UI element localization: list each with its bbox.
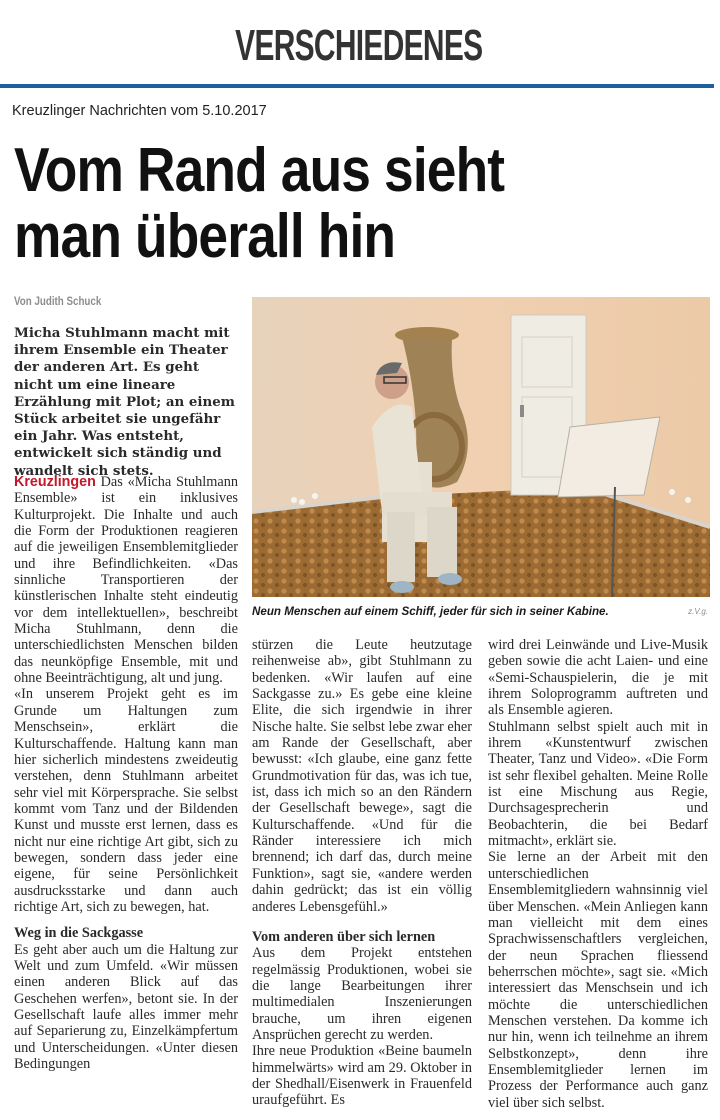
- subheading: Weg in die Sackgasse: [14, 925, 144, 942]
- body-paragraph: «In unserem Projekt geht es im Grunde um Haltungen zum Menschsein», erklärt die Kulturschaffende. Haltung kann man hier sicherlich mindestens zweideutig verstehen, denn Stuhlmann arbeitet sehr viel mit Körpersprache. Sie selbst kommt vom Tanz und der Bildenden Kunst und musste erst lernen, dass es nicht nur eine richtige Art gibt, sich zu bewegen, sondern dass jeder eine eigene, für seine Persönlichkeit ausdrucksstarke und dann auch richtige Art, sich zu bewegen, hat.: [14, 686, 238, 915]
- section-divider: [0, 84, 714, 88]
- lead-paragraph: Micha Stuhlmann macht mit ihrem Ensemble ein Theater der anderen Art. Es geht nicht um eine lineare Erzählung mit Plot; an einem Stück arbeitet sie ungefähr ein Jahr. Was entsteht, entwickelt sich ständig und wandelt sich stets.: [14, 325, 235, 479]
- body-paragraph: wird drei Leinwände und Live-Musik geben sowie die acht Laien- und eine «Semi-Schauspielerin, die je mit ihrem Soloprogramm auftreten und als Ensemble agieren.: [488, 637, 708, 719]
- body-paragraph: Aus dem Projekt entstehen regelmässig Produktionen, wobei sie die lange Bearbeitungen ihrer multimedialen Inszenierungen brauche, um ihren eigenen Ansprüchen gerecht zu werden.: [252, 945, 472, 1043]
- headline: [14, 138, 714, 270]
- body-paragraph: [14, 474, 238, 686]
- photo-credit: z.V.g.: [688, 607, 708, 616]
- headline-line-1: Vom Rand aus sieht: [14, 136, 505, 205]
- photo-caption: [252, 605, 710, 618]
- subheading: Vom anderen über sich lernen: [252, 928, 436, 945]
- body-paragraph: Es geht aber auch um die Haltung zur Welt und zum Umfeld. «Wir müssen einen anderen Blick auf das Geschehen werfen», betont sie. In der Gesellschaft laufe alles immer mehr auf Separierung zu, Einzelkämpfertum und Unterscheidungen. «Unter diesen Bedingungen: [14, 941, 238, 1073]
- body-paragraph: Stuhlmann selbst spielt auch mit in ihrem «Kunstentwurf zwischen Theater, Tanz und Video». «Die Form ist sehr flexibel gehalten. Meine Rolle ist eine Mischung aus Regie, Durchsagesprecherin und Beobachterin, die bei Bedarf mitmacht», erklärt sie.: [488, 718, 708, 850]
- body-column-3: [488, 637, 708, 1111]
- section-title: [0, 22, 720, 70]
- headline-line-2: man überall hin: [14, 202, 396, 271]
- byline: Von Judith Schuck: [14, 296, 102, 308]
- publication-source: Kreuzlinger Nachrichten vom 5.10.2017: [12, 103, 267, 119]
- caption-text: Neun Menschen auf einem Schiff, jeder für sich in seiner Kabine.: [252, 605, 609, 618]
- dateline: Kreuzlingen: [14, 474, 96, 490]
- body-column-2: [252, 637, 472, 1109]
- tuba-player-photo-icon: [252, 297, 710, 597]
- body-column-1: [14, 474, 238, 1072]
- body-paragraph: stürzen die Leute heutzutage reihenweise ab», gibt Stuhlmann zu bedenken. «Wir laufen auf eine Sackgasse zu.» Es gebe eine kleine Elite, die sich irgendwie in ihrer Nische halte. Sie selbst lebe zwar eher am Rande der Gesellschaft, aber bewusst: «Ich glaube, eine ganz fette Grundmotivation für das, was ich tue, ist, dass ich mich so an den Rändern der Gesellschaft bewege», sagt die Kulturschaffende. «Und für die Ränder interessiere ich mich brennend; ich darf das, durch meine Funktion», sagt sie, «andere werden dahin gedrückt; das ist ein völlig anderes Lebensgefühl.»: [252, 637, 472, 915]
- section-title-text: VERSCHIEDENES: [234, 21, 483, 70]
- article-photo: [252, 297, 710, 597]
- body-paragraph: Ihre neue Produktion «Beine baumeln himmelwärts» wird am 29. Oktober in der Shedhall/Eisenwerk in Frauenfeld uraufgeführt. Es: [252, 1043, 472, 1109]
- paragraph-text: Das «Micha Stuhlmann Ensemble» ist ein inklusives Kulturprojekt. Die Inhalte und auch die Form der Produktionen reagieren auf die jeweiligen Ensemblemitglieder und ihre Befindlichkeiten. «Das sinnliche Transportieren der künstlerischen Inhalte steht eindeutig vor dem intellektuellen», beschreibt Micha Stuhlmann, denn die unterschiedlichsten Menschen bilden das neunköpfige Ensemble, mit und ohne Beeinträchtigung, alt und jung.: [14, 474, 238, 687]
- body-paragraph: Sie lerne an der Arbeit mit den unterschiedlichen Ensemblemitgliedern wahnsinnig viel über Menschen. «Mein Anliegen kann man vielleicht mit dem eines Sprachwissenschaftlers vergleichen, der neun Sprachen fliessend beherrschen möchte», sagt sie. «Mich interessiert das Menschsein und ich möchte die unterschiedlichen Menschen verstehen. Da komme ich nur hin, wenn ich teilnehme an ihrem Selbstkonzept», denn ihre Ensemblemitglieder lernen im Prozess der Performance auch ganz viel über sich selbst.: [488, 849, 708, 1111]
